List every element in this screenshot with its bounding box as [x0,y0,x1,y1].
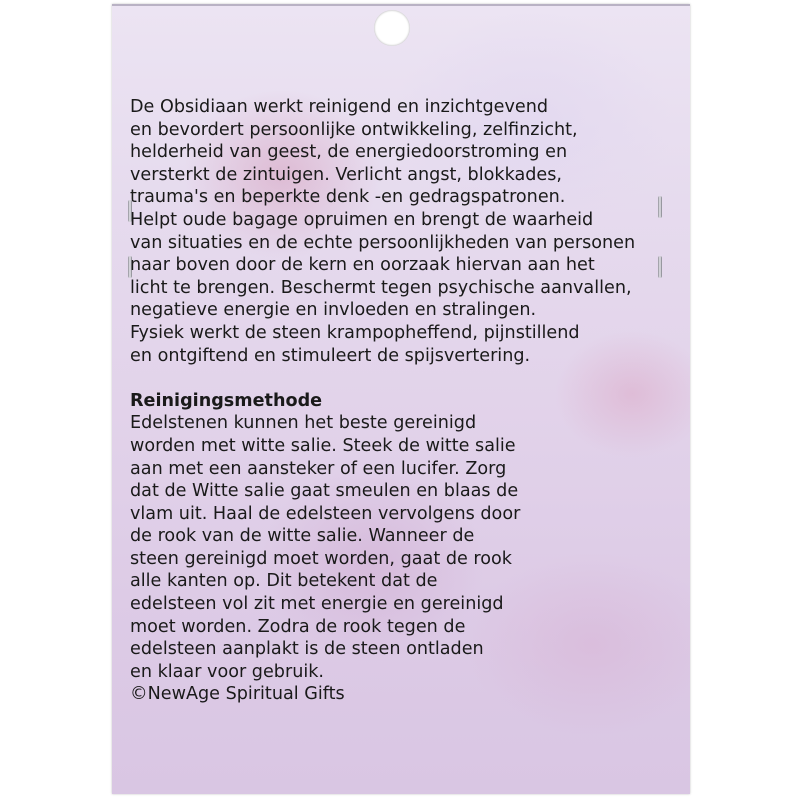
intro-line: Fysiek werkt de steen krampopheffend, pijnstillend [130,322,580,343]
intro-line: en bevordert persoonlijke ontwikkeling, zelfinzicht, [130,119,578,140]
copyright-notice: ©NewAge Spiritual Gifts [130,684,345,705]
section-heading: Reinigingsmethode [130,390,323,411]
intro-line: Helpt oude bagage opruimen en brengt de waarheid [130,209,594,230]
intro-line: licht te brengen. Beschermt tegen psychische aanvallen, [130,277,632,298]
intro-line: negatieve energie en invloeden en stralingen. [130,300,537,321]
method-line: moet worden. Zodra de rook tegen de [130,616,466,637]
intro-line: naar boven door de kern en oorzaak hiervan aan het [130,255,595,276]
method-line: alle kanten op. Dit betekent dat de [130,571,438,592]
intro-line: versterkt de zintuigen. Verlicht angst, blokkades, [130,164,562,185]
intro-line: De Obsidiaan werkt reinigend en inzichtgevend [130,97,549,117]
method-line: dat de Witte salie gaat smeulen en blaas de [130,481,519,502]
method-line: steen gereinigd moet worden, gaat de rook [130,548,512,569]
paragraph-gap [130,367,680,390]
info-card [112,4,690,794]
intro-line: trauma's en beperkte denk -en gedragspatronen. [130,187,566,208]
hang-hole [374,10,410,46]
card-top-edge [112,4,690,6]
method-line: Edelstenen kunnen het beste gereinigd [130,413,477,434]
method-line: worden met witte salie. Steek de witte salie [130,435,516,456]
method-line: vlam uit. Haal de edelsteen vervolgens door [130,503,521,524]
card-text [130,96,680,706]
intro-line: en ontgiftend en stimuleert de spijsvertering. [130,345,531,366]
method-line: de rook van de witte salie. Wanneer de [130,526,475,547]
method-line: aan met een aansteker of een lucifer. Zorg [130,458,507,479]
intro-line: van situaties en de echte persoonlijkheden van personen [130,232,636,253]
method-line: edelsteen aanplakt is de steen ontladen [130,639,484,660]
method-line: en klaar voor gebruik. [130,661,325,682]
method-line: edelsteen vol zit met energie en gereinigd [130,594,504,615]
intro-line: helderheid van geest, de energiedoorstroming en [130,142,568,163]
